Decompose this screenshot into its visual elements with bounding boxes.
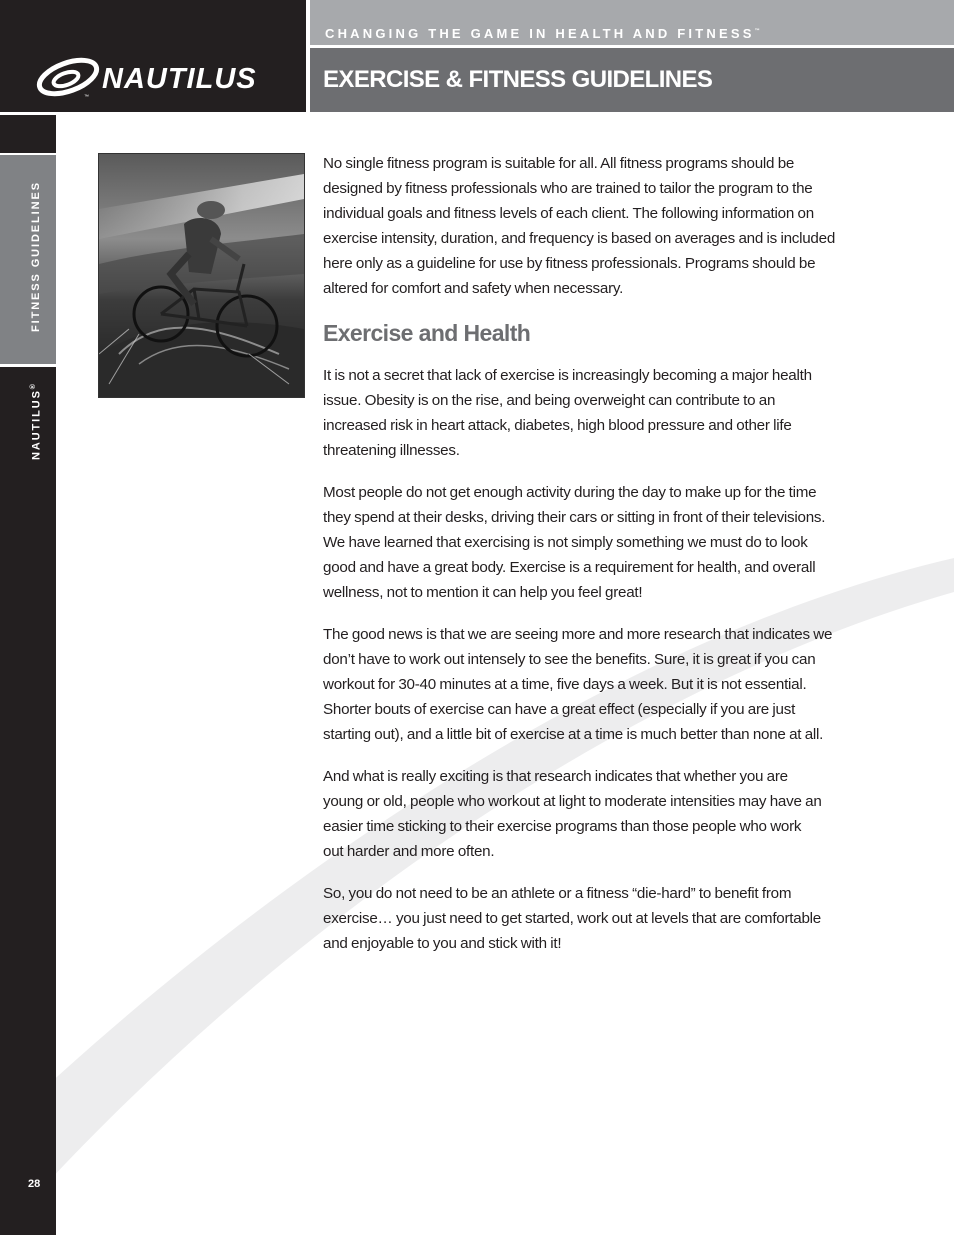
photo-image	[99, 154, 304, 397]
intro-paragraph: No single fitness program is suitable for all. All fitness programs should be designed by fitness professionals who are trained to tailor the program to the individual goals and fitness levels of each client. The following information on exercise intensity, duration, and frequency is based on averages and is included here only as a guideline for use by fitness professionals. Programs should be altered for comfort and safety when necessary.	[323, 155, 836, 297]
nautilus-logo	[36, 52, 298, 102]
body-paragraph: So, you do not need to be an athlete or a fitness “die-hard” to benefit from exercise… you just need to get started, work out at levels that are comfortable and enjoyable to you and stick with it!	[323, 885, 821, 952]
tagline: CHANGING THE GAME IN HEALTH AND FITNESS™	[325, 26, 760, 41]
main-content	[323, 151, 883, 973]
tagline-bar	[310, 0, 954, 45]
sidebar-section-tab	[0, 155, 56, 364]
sidebar-brand-strip	[0, 367, 56, 1235]
title-bar	[310, 48, 954, 112]
body-paragraph: The good news is that we are seeing more and more research that indicates we don’t have to work out intensely to see the benefits. Sure, it is great if you can workout for 30-40 minutes at a time, five days a week. But it is not essential. Shorter bouts of exercise can have a great effect (especially if you are just starting out), and a little bit of exercise at a time is much better than none at all.	[323, 626, 833, 743]
nautilus-wordmark: NAUTILUS	[102, 63, 257, 95]
sidebar-section-label: FITNESS GUIDELINES	[30, 181, 42, 332]
sidebar-brand-label: NAUTILUS®	[30, 384, 43, 460]
logo-block	[0, 0, 306, 112]
body-paragraph: Most people do not get enough activity during the day to make up for the time they spend at their desks, driving their cars or sitting in front of their televisions. We have learned that exercising is not simply something we must do to look good and have a great body. Exercise is a requirement for health, and overall wellness, not to mention it can help you feel great!	[323, 484, 826, 601]
body-paragraph: And what is really exciting is that research indicates that whether you are young or old, people who workout at light to moderate intensities may have an easier time sticking to their exercise programs than those people who work out harder and more often.	[323, 768, 822, 860]
page-number: 28	[28, 1178, 41, 1190]
page-title: EXERCISE & FITNESS GUIDELINES	[323, 66, 713, 93]
svg-text:™: ™	[84, 94, 89, 100]
body-paragraph: It is not a secret that lack of exercise is increasingly becoming a major health issue. Obesity is on the rise, and being overweight can contribute to an increased risk in heart attack, diabetes, high blood pressure and other life threatening illnesses.	[323, 367, 812, 459]
mountain-biker-photo	[98, 153, 305, 398]
section-heading: Exercise and Health	[323, 320, 531, 346]
sidebar-top-block	[0, 115, 56, 153]
